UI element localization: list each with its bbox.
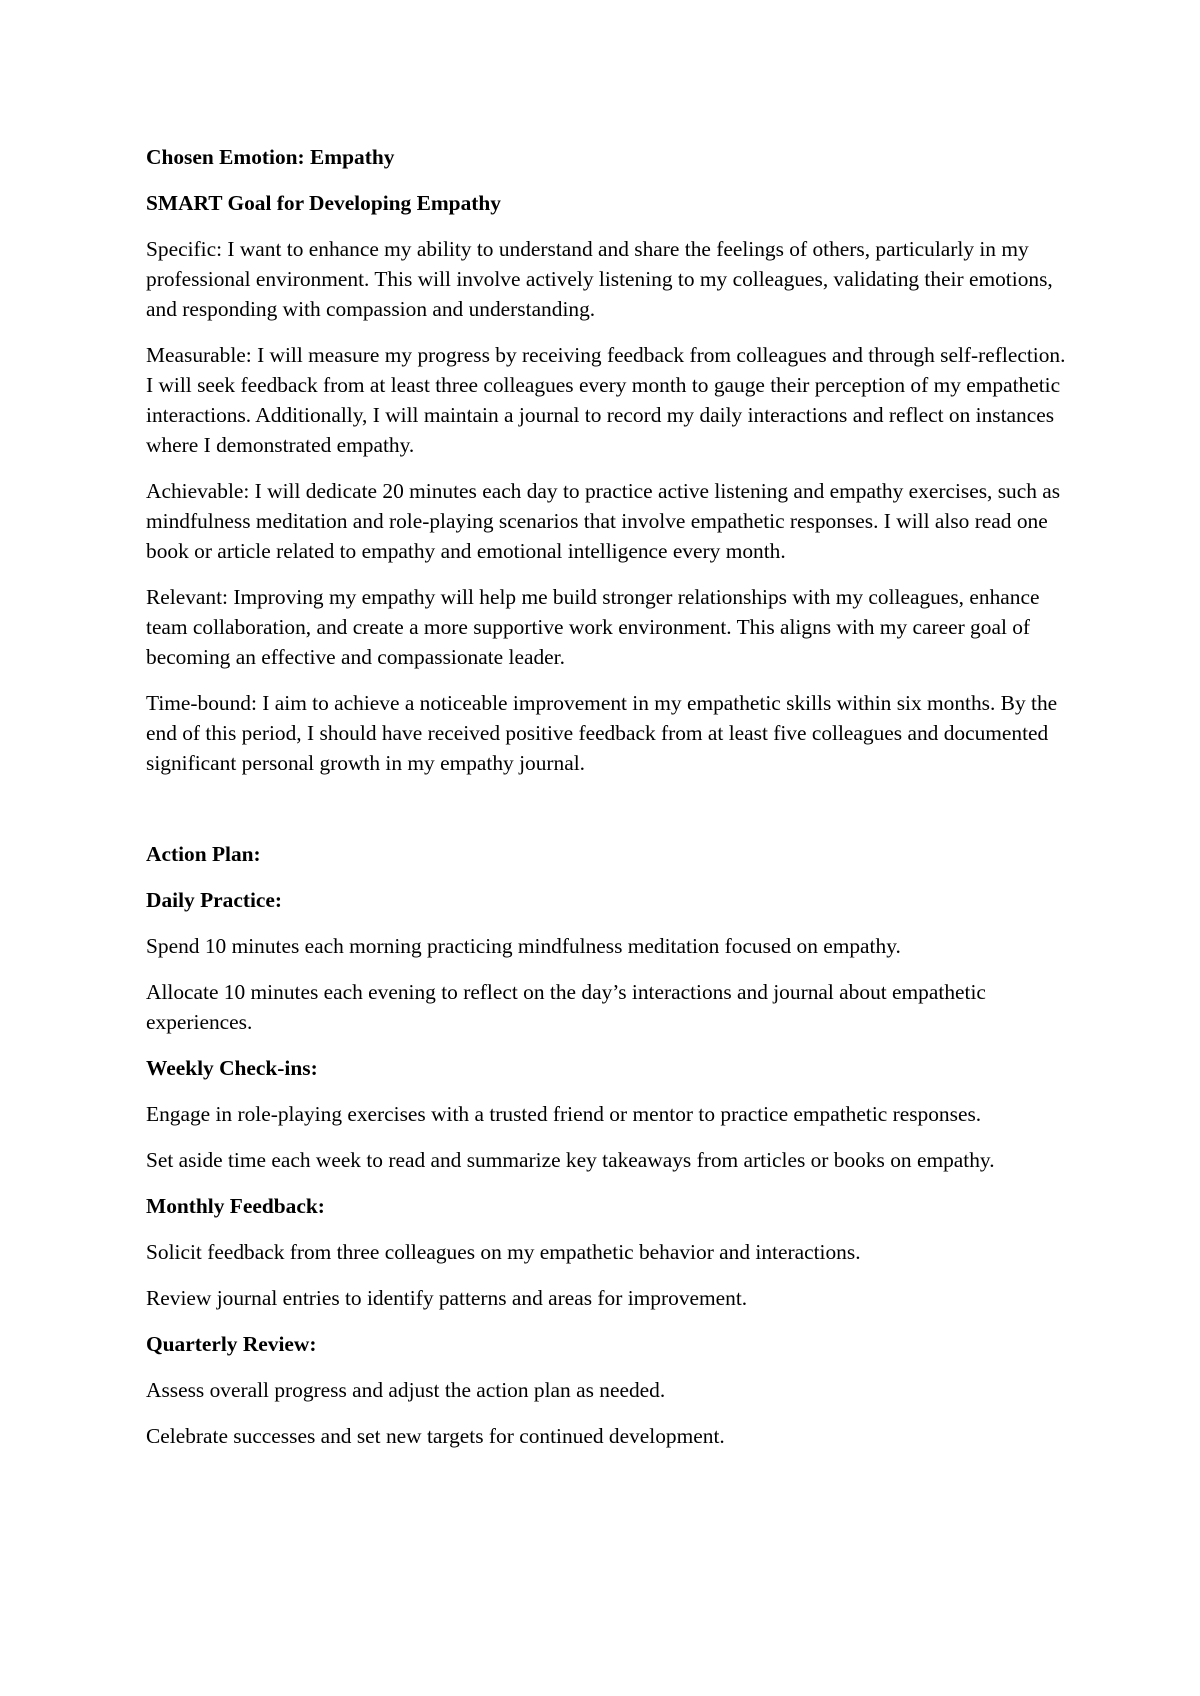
daily-practice-item: Spend 10 minutes each morning practicing mindfulness meditation focused on empathy.	[146, 934, 901, 958]
smart-time-bound-paragraph: Time-bound: I aim to achieve a noticeable improvement in my empathetic skills within six months. By the end of this period, I should have received positive feedback from at least five colleagues and documented significant personal growth in my empathy journal.	[146, 691, 1058, 775]
smart-achievable-paragraph: Achievable: I will dedicate 20 minutes each day to practice active listening and empathy exercises, such as mindfulness meditation and role-playing scenarios that involve empathetic responses. I will also read one book or article related to empathy and emotional intelligence every month.	[146, 479, 1061, 563]
quarterly-review-heading: Quarterly Review:	[146, 1332, 317, 1356]
section-spacer	[146, 794, 1066, 839]
monthly-feedback-item: Review journal entries to identify patterns and areas for improvement.	[146, 1286, 748, 1310]
monthly-feedback-item: Solicit feedback from three colleagues on my empathetic behavior and interactions.	[146, 1240, 861, 1264]
daily-practice-heading: Daily Practice:	[146, 888, 282, 912]
monthly-feedback-heading: Monthly Feedback:	[146, 1194, 325, 1218]
quarterly-review-item: Assess overall progress and adjust the action plan as needed.	[146, 1378, 666, 1402]
weekly-checkins-item: Engage in role-playing exercises with a trusted friend or mentor to practice empathetic responses.	[146, 1102, 982, 1126]
weekly-checkins-heading: Weekly Check-ins:	[146, 1056, 318, 1080]
smart-measurable-paragraph: Measurable: I will measure my progress by receiving feedback from colleagues and through self-reflection. I will seek feedback from at least three colleagues every month to gauge their perception of my empathetic interactions. Additionally, I will maintain a journal to record my daily interactions and reflect on instances where I demonstrated empathy.	[146, 343, 1066, 457]
weekly-checkins-item: Set aside time each week to read and summarize key takeaways from articles or books on empathy.	[146, 1148, 995, 1172]
daily-practice-item: Allocate 10 minutes each evening to reflect on the day’s interactions and journal about empathetic experiences.	[146, 980, 986, 1034]
quarterly-review-item: Celebrate successes and set new targets for continued development.	[146, 1424, 725, 1448]
action-plan-heading: Action Plan:	[146, 842, 261, 866]
chosen-emotion-heading: Chosen Emotion: Empathy	[146, 145, 395, 169]
document-page	[146, 142, 1066, 1467]
smart-goal-heading: SMART Goal for Developing Empathy	[146, 191, 501, 215]
smart-specific-paragraph: Specific: I want to enhance my ability to understand and share the feelings of others, particularly in my professional environment. This will involve actively listening to my colleagues, validating their emotions, and responding with compassion and understanding.	[146, 237, 1053, 321]
smart-relevant-paragraph: Relevant: Improving my empathy will help me build stronger relationships with my colleagues, enhance team collaboration, and create a more supportive work environment. This aligns with my career goal of becoming an effective and compassionate leader.	[146, 585, 1040, 669]
